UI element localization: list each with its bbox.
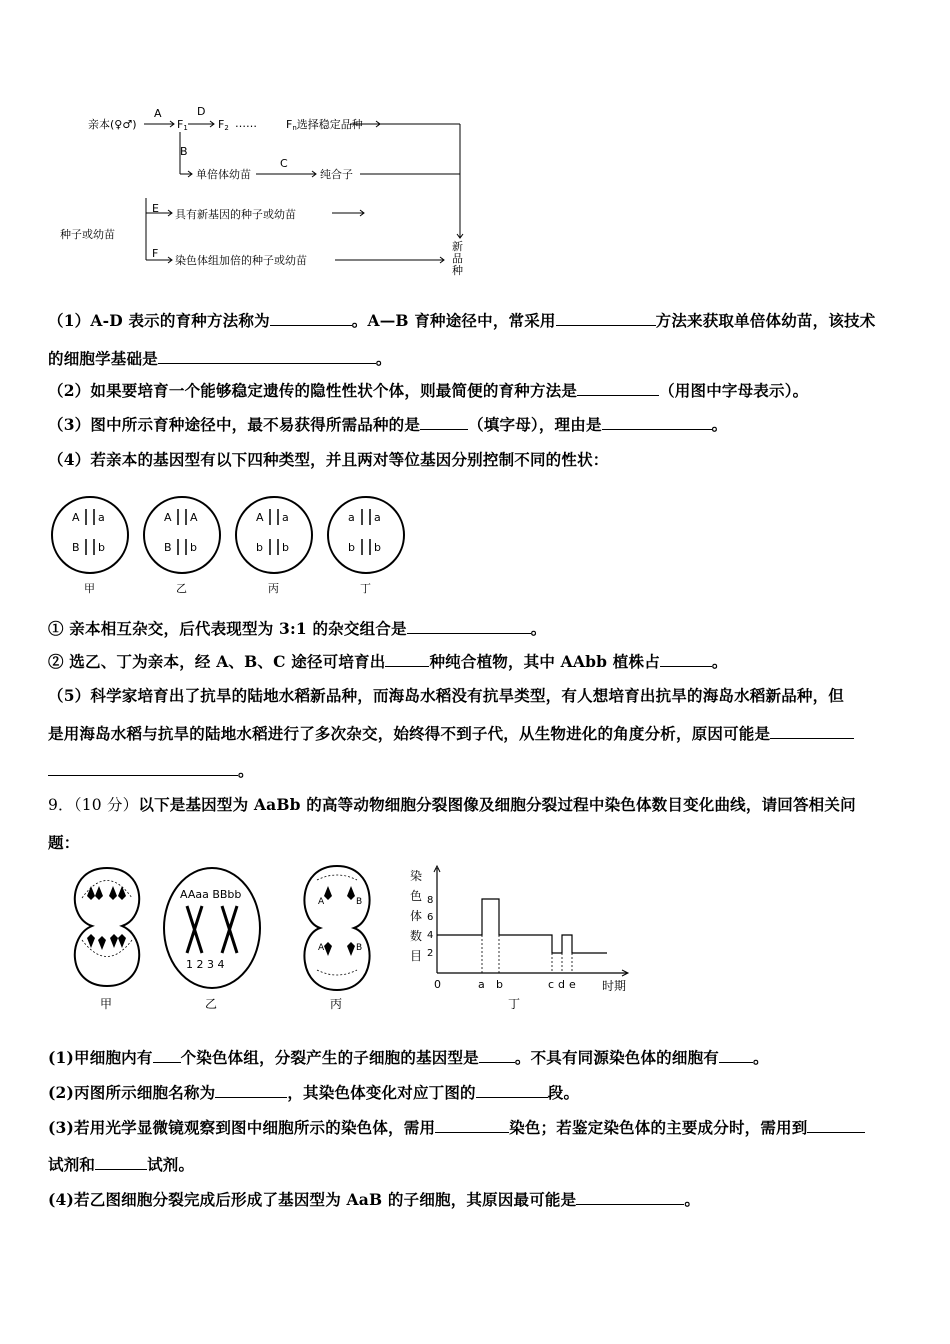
- arrow-A-label: A: [154, 107, 162, 120]
- genotype-cell: [144, 497, 220, 595]
- allele-label: b: [374, 541, 381, 554]
- q8-line-9: 是用海岛水稻与抗旱的陆地水稻进行了多次杂交，始终得不到子代，从生物进化的角度分析，原因可能是: [48, 723, 908, 745]
- q8-line-4: （3）图中所示育种途径中，最不易获得所需品种的是 （填字母），理由是 。: [48, 415, 728, 434]
- blank-9[interactable]: [660, 651, 712, 667]
- allele-label: B: [72, 541, 80, 554]
- ytick-4: 4: [427, 930, 434, 941]
- blank-8[interactable]: [385, 651, 429, 667]
- ytick-8: 8: [427, 895, 434, 906]
- allele-label: A: [164, 511, 172, 524]
- arrow-D-label: D: [197, 105, 206, 118]
- q8-line-3: （2）如果要培育一个能够稳定遗传的隐性性状个体，则最简便的育种方法是 （用图中字母表示）。: [48, 381, 809, 400]
- genotype-cell: [328, 497, 404, 595]
- blank-3[interactable]: [158, 348, 376, 364]
- cell-name-label: 丁: [360, 582, 371, 595]
- F2-label: F2: [218, 118, 229, 132]
- ylabel-1: 染: [410, 869, 423, 883]
- arrow-E-label: E: [152, 202, 159, 215]
- allele-label: A: [190, 511, 198, 524]
- Fn-label: Fn选择稳定品种: [286, 118, 363, 132]
- cell-name-label: 甲: [84, 582, 95, 595]
- q8-line-6: ① 亲本相互杂交，后代表现型为 3:1 的杂交组合是 。: [48, 619, 547, 638]
- ylabel-5: 目: [410, 949, 423, 963]
- label-yi: 乙: [205, 997, 218, 1011]
- q9-line-2: 题：: [48, 833, 80, 852]
- q8-line-1: （1）A-D 表示的育种方法称为 。A—B 育种途径中，常采用 方法来获取单倍体幼苗，该技术: [48, 311, 876, 330]
- q8-line-5: （4）若亲本的基因型有以下四种类型，并且两对等位基因分别控制不同的性状：: [48, 450, 609, 469]
- q9-ans-4: (4)若乙图细胞分裂完成后形成了基因型为 AaB 的子细胞，其原因最可能是 。: [48, 1190, 701, 1209]
- arrow-B-label: B: [180, 145, 188, 158]
- genotype-cell: [236, 497, 312, 595]
- blank-17[interactable]: [807, 1117, 865, 1133]
- svg-text:A: A: [318, 897, 325, 907]
- allele-label: b: [348, 541, 355, 554]
- q9-line-1: 9．（10 分）以下是基因型为 AaBb 的高等动物细胞分裂图像及细胞分裂过程中染色体数目变化曲线，请回答相关问: [48, 795, 856, 814]
- allele-label: A: [256, 511, 264, 524]
- seed-label: 种子或幼苗: [60, 228, 115, 241]
- q8-line-2: 的细胞学基础是 。: [48, 349, 392, 368]
- allele-label: a: [282, 511, 289, 524]
- svg-text:A: A: [318, 943, 325, 953]
- blank-12[interactable]: [479, 1047, 515, 1063]
- q8-line-8: （5）科学家培育出了抗旱的陆地水稻新品种，而海岛水稻没有抗旱类型，有人想培育出抗旱的海岛水稻新品种，但: [48, 686, 844, 705]
- blank-14[interactable]: [215, 1082, 287, 1098]
- arrow-C-label: C: [280, 157, 288, 170]
- cell-division-figure: [62, 858, 642, 1028]
- svg-text:B: B: [356, 897, 363, 907]
- blank-15[interactable]: [476, 1082, 548, 1098]
- x-d: d: [558, 978, 565, 991]
- chromosome-chart: [410, 866, 628, 1011]
- allele-label: a: [348, 511, 355, 524]
- x-zero: 0: [434, 978, 441, 991]
- blank-5[interactable]: [420, 414, 468, 430]
- genotype-cells: [50, 495, 430, 595]
- ylabel-4: 数: [410, 929, 423, 943]
- genotype-cell: [52, 497, 128, 595]
- breeding-flowchart: [60, 100, 500, 285]
- blank-13[interactable]: [719, 1047, 753, 1063]
- x-label: 时期: [602, 979, 627, 993]
- newvar-char-2: 品: [452, 252, 463, 265]
- ylabel-3: 体: [410, 909, 423, 923]
- yi-top-label: AAaa BBbb: [180, 888, 242, 901]
- allele-label: a: [374, 511, 381, 524]
- newvar-char-3: 种: [452, 264, 463, 277]
- x-c: c: [548, 978, 555, 991]
- doubled-label: 染色体组加倍的种子或幼苗: [175, 254, 307, 267]
- allele-label: b: [282, 541, 289, 554]
- cell-name-label: 丙: [268, 582, 279, 595]
- blank-2[interactable]: [556, 310, 656, 326]
- label-ding: 丁: [508, 997, 521, 1011]
- q9-ans-3: (3)若用光学显微镜观察到图中细胞所示的染色体，需用 染色；若鉴定染色体的主要成分时，需用到: [48, 1117, 908, 1139]
- blank-11[interactable]: [153, 1047, 181, 1063]
- q8-line-7: ② 选乙、丁为亲本，经 A、B、C 途径可培育出 种纯合植物，其中 AAbb 植株占 。: [48, 652, 728, 671]
- blank-10b[interactable]: [48, 760, 238, 776]
- newgene-label: 具有新基因的种子或幼苗: [175, 208, 296, 221]
- x-b: b: [496, 978, 503, 991]
- blank-6[interactable]: [602, 414, 712, 430]
- label-jia: 甲: [100, 997, 113, 1011]
- blank-18[interactable]: [95, 1154, 147, 1170]
- allele-label: A: [72, 511, 80, 524]
- q8-line-10: 。: [48, 760, 908, 782]
- dots: ……: [235, 117, 257, 130]
- allele-label: a: [98, 511, 105, 524]
- q9-ans-2: (2)丙图所示细胞名称为 ，其染色体变化对应丁图的 段。: [48, 1083, 580, 1102]
- x-e: e: [569, 978, 576, 991]
- x-a: a: [478, 978, 485, 991]
- blank-10a[interactable]: [770, 723, 854, 739]
- svg-text:B: B: [356, 943, 363, 953]
- blank-1[interactable]: [270, 310, 352, 326]
- haploid-label: 单倍体幼苗: [196, 168, 251, 181]
- cell-jia: [75, 868, 139, 986]
- yi-nums-label: 1 2 3 4: [186, 958, 225, 971]
- allele-label: b: [190, 541, 197, 554]
- allele-label: B: [164, 541, 172, 554]
- newvar-char-1: 新: [452, 240, 463, 253]
- blank-16[interactable]: [435, 1117, 509, 1133]
- blank-19[interactable]: [576, 1189, 684, 1205]
- ylabel-2: 色: [410, 889, 423, 903]
- F1-label: F1: [177, 118, 188, 132]
- blank-4[interactable]: [577, 380, 659, 396]
- ytick-2: 2: [427, 948, 434, 959]
- pure-label: 纯合子: [320, 168, 353, 181]
- arrow-F-label: F: [152, 247, 159, 260]
- q9-ans-3b: 试剂和 试剂。: [48, 1155, 195, 1174]
- cell-name-label: 乙: [176, 582, 187, 595]
- blank-7[interactable]: [407, 618, 531, 634]
- allele-label: b: [256, 541, 263, 554]
- label-bing: 丙: [330, 997, 343, 1011]
- q9-ans-1: (1)甲细胞内有 个染色体组，分裂产生的子细胞的基因型是 。不具有同源染色体的细胞有 。: [48, 1048, 769, 1067]
- parent-label: 亲本(♀♂): [88, 118, 137, 131]
- ytick-6: 6: [427, 912, 434, 923]
- allele-label: b: [98, 541, 105, 554]
- chromosome-curve: [437, 899, 607, 953]
